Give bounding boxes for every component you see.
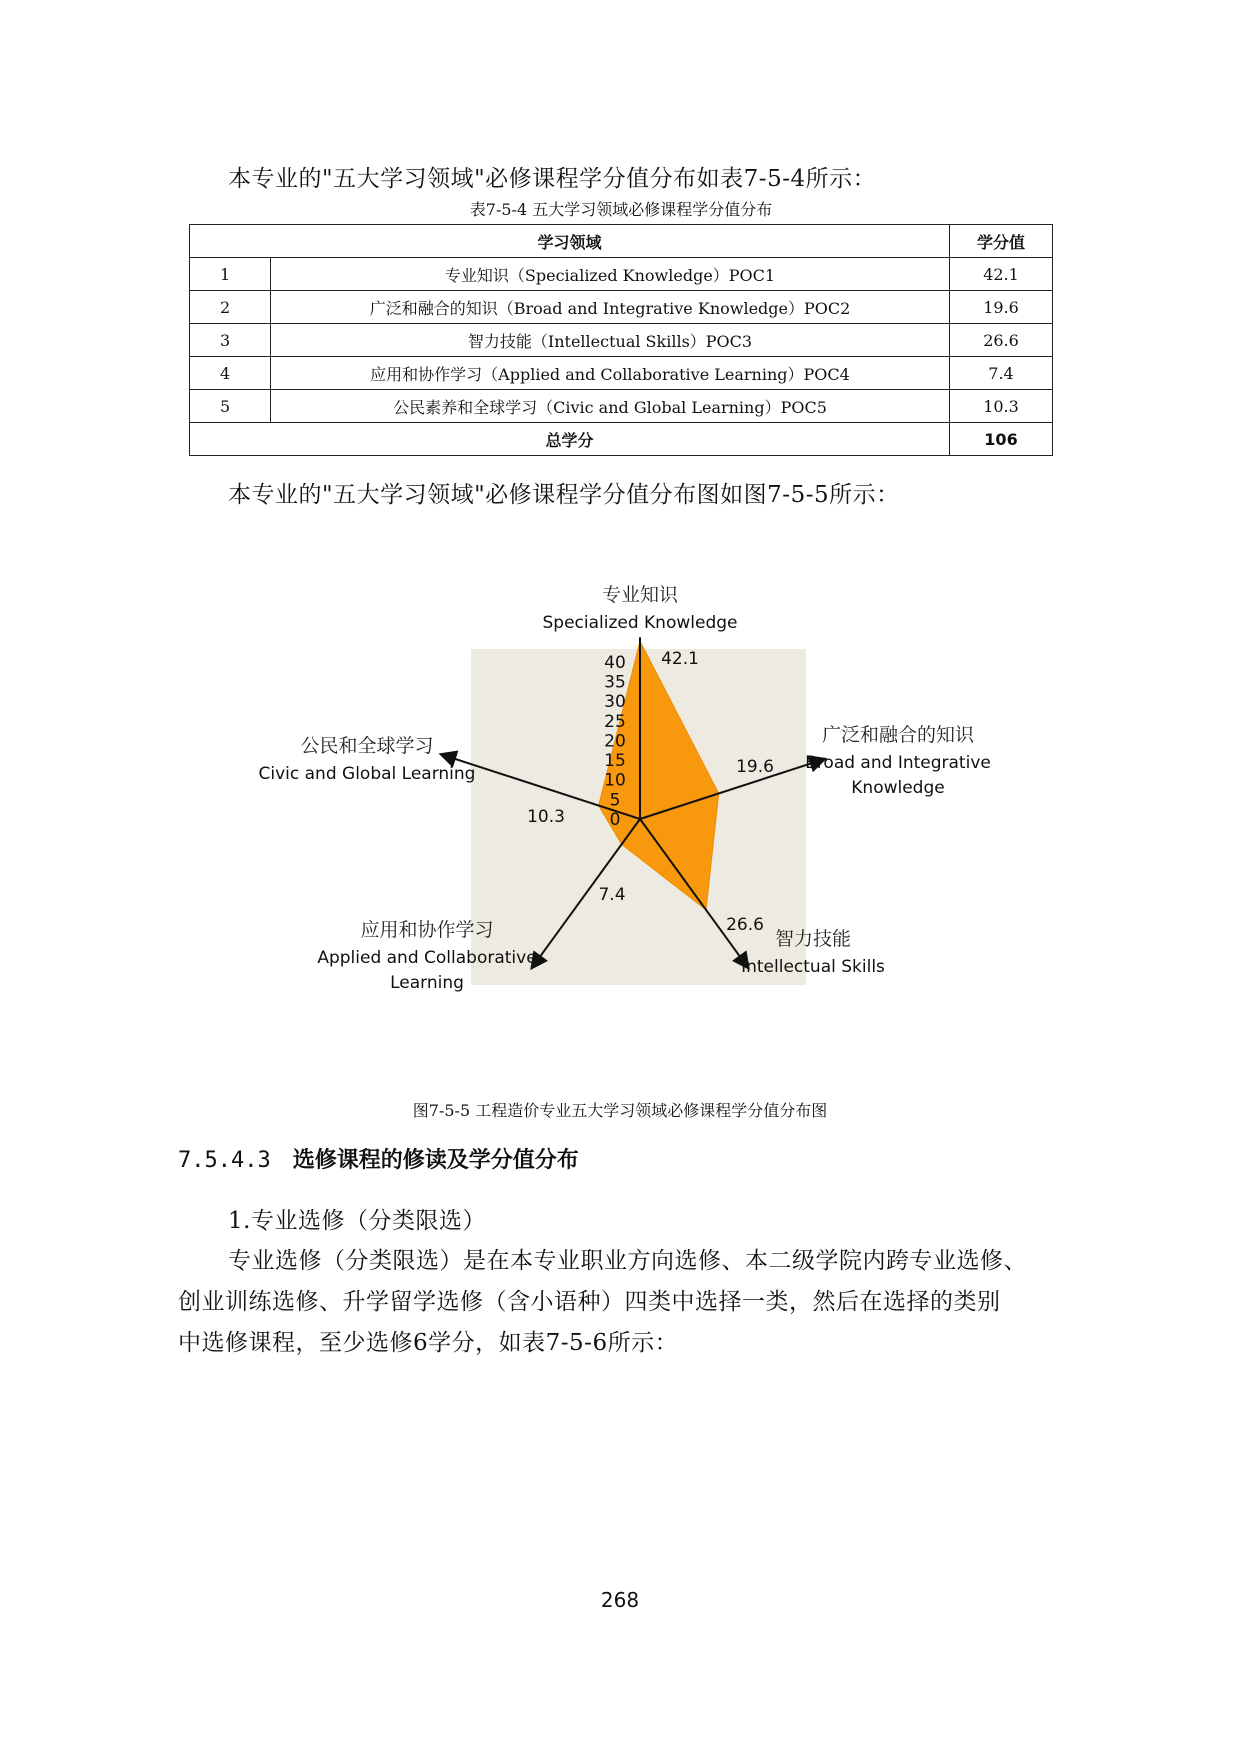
row-credit: 42.1 [950, 258, 1053, 291]
axis-label-en: Knowledge [851, 778, 945, 798]
axis-label-cn: 公民和全球学习 [300, 735, 434, 757]
row-area: 广泛和融合的知识（Broad and Integrative Knowledge）POC2 [271, 291, 950, 324]
page-number: 268 [600, 1588, 640, 1612]
axis-label-en: Specialized Knowledge [542, 613, 738, 633]
total-value: 106 [950, 423, 1053, 456]
axis-tick-label: 10 [604, 770, 626, 791]
axis-label-cn: 广泛和融合的知识 [821, 724, 975, 746]
row-credit: 26.6 [950, 324, 1053, 357]
table-caption: 表7-5-4 五大学习领域必修课程学分值分布 [469, 200, 773, 219]
chart-caption: 图7-5-5 工程造价专业五大学习领域必修课程学分值分布图 [412, 1101, 828, 1120]
axis-tick-label: 15 [604, 751, 626, 772]
axis-tick-label: 30 [604, 692, 626, 713]
header-credit-value: 学分值 [950, 225, 1053, 258]
axis-label-cn: 智力技能 [774, 928, 852, 950]
row-credit: 10.3 [950, 390, 1053, 423]
section-title: 选修课程的修读及学分值分布 [292, 1148, 579, 1173]
axis-label-cn: 应用和协作学习 [360, 919, 494, 941]
total-label: 总学分 [190, 423, 950, 456]
data-value-label: 42.1 [661, 649, 699, 669]
axis-tick-label: 40 [604, 652, 626, 673]
row-area: 公民素养和全球学习（Civic and Global Learning）POC5 [271, 390, 950, 423]
axis-tick-label: 0 [609, 810, 621, 830]
chart-intro-paragraph: 本专业的"五大学习领域"必修课程学分值分布图如图7-5-5所示： [228, 482, 900, 508]
axis-label-en: Learning [390, 973, 464, 993]
axis-label-en: Applied and Collaborative [317, 948, 537, 968]
axis-label-en: Broad and Integrative [805, 753, 991, 773]
row-area: 应用和协作学习（Applied and Collaborative Learning）POC4 [271, 357, 950, 390]
axis-tick-label: 20 [604, 731, 626, 752]
axis-label-cn: 专业知识 [601, 584, 679, 606]
data-value-label: 10.3 [527, 807, 565, 827]
body-line: 专业选修（分类限选）是在本专业职业方向选修、本二级学院内跨专业选修、 [228, 1248, 1027, 1274]
axis-tick-label: 5 [609, 790, 621, 811]
row-number: 4 [190, 357, 271, 390]
row-number: 5 [190, 390, 271, 423]
header-learning-area: 学习领域 [190, 225, 950, 258]
data-value-label: 26.6 [726, 915, 764, 935]
row-area: 专业知识（Specialized Knowledge）POC1 [271, 258, 950, 291]
row-number: 3 [190, 324, 271, 357]
axis-label-en: Intellectual Skills [741, 957, 885, 977]
axis-label-en: Civic and Global Learning [258, 764, 476, 784]
axis-tick-label: 35 [604, 672, 626, 693]
row-number: 1 [190, 258, 271, 291]
row-credit: 7.4 [950, 357, 1053, 390]
row-number: 2 [190, 291, 271, 324]
axis-tick-label: 25 [604, 711, 626, 732]
section-heading [178, 1143, 579, 1174]
row-area: 智力技能（Intellectual Skills）POC3 [271, 324, 950, 357]
row-credit: 19.6 [950, 291, 1053, 324]
data-value-label: 7.4 [598, 885, 626, 905]
body-line: 创业训练选修、升学留学选修（含小语种）四类中选择一类，然后在选择的类别 [178, 1289, 1001, 1315]
section-number: 7.5.4.3 [178, 1148, 271, 1173]
subsection-title: 1.专业选修（分类限选） [228, 1208, 486, 1234]
table-intro-paragraph: 本专业的"五大学习领域"必修课程学分值分布如表7-5-4所示： [228, 166, 877, 192]
body-line: 中选修课程，至少选修6学分，如表7-5-6所示： [178, 1330, 679, 1356]
data-value-label: 19.6 [736, 757, 774, 777]
